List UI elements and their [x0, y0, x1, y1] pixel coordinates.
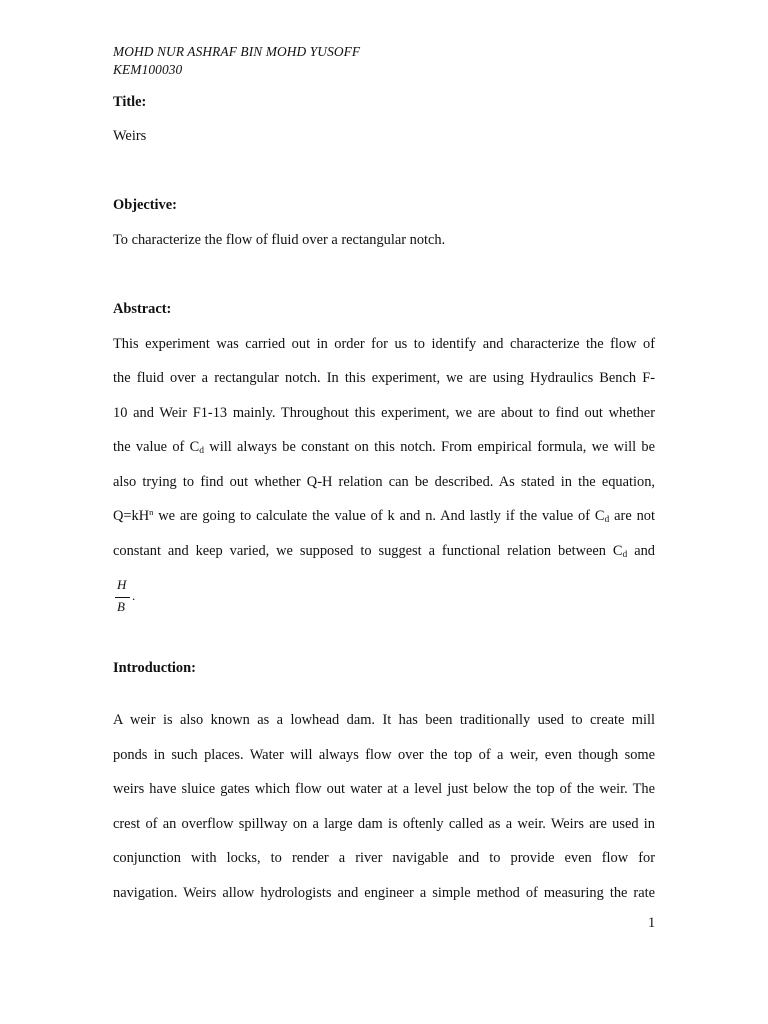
introduction-line: ponds in such places. Water will always flow over the top of a weir, even though some — [113, 747, 655, 763]
abstract-heading: Abstract: — [113, 301, 172, 317]
abstract-line: $Q=kH^n$ we are going to calculate the value of k and n. And lastly if the value of $C_d$ are not — [113, 507, 655, 525]
abstract-line: the fluid over a rectangular notch. In this experiment, we are using Hydraulics Bench F- — [113, 370, 655, 386]
fraction-bar — [115, 597, 130, 598]
title-text: Weirs — [113, 128, 147, 144]
fraction-numerator: H — [117, 577, 127, 592]
abstract-line: 10 and Weir F1-13 mainly. Throughout this experiment, we are about to find out whether — [113, 405, 655, 421]
author-name: MOHD NUR ASHRAF BIN MOHD YUSOFF — [113, 44, 361, 59]
abstract-line: the value of $C_d$ will always be constant on this notch. From empirical formula, we will be — [113, 439, 655, 456]
h-over-b-fraction — [113, 577, 143, 617]
abstract-line: This experiment was carried out in order for us to identify and characterize the flow of — [113, 336, 655, 352]
title-heading: Title: — [113, 94, 147, 110]
introduction-line: crest of an overflow spillway on a large dam is oftenly called as a weir. Weirs are used in — [113, 816, 655, 832]
page-number: 1 — [648, 915, 656, 931]
student-id: KEM100030 — [113, 62, 183, 77]
introduction-line: conjunction with locks, to render a river navigable and to provide even flow for — [113, 850, 655, 866]
introduction-heading: Introduction: — [113, 660, 196, 676]
introduction-line: weirs have sluice gates which flow out water at a level just below the top of the weir. The — [113, 781, 655, 797]
fraction-denominator: B — [117, 599, 125, 614]
objective-text: To characterize the flow of fluid over a rectangular notch. — [113, 232, 446, 248]
introduction-line: navigation. Weirs allow hydrologists and engineer a simple method of measuring the rate — [113, 885, 655, 901]
objective-heading: Objective: — [113, 197, 177, 213]
fraction-period: . — [132, 588, 136, 603]
abstract-line: constant and keep varied, we supposed to suggest a functional relation between $C_d$ and — [113, 543, 655, 560]
introduction-line: A weir is also known as a lowhead dam. It has been traditionally used to create mill — [113, 712, 655, 728]
abstract-line: also trying to find out whether Q-H relation can be described. As stated in the equation, — [113, 474, 655, 490]
